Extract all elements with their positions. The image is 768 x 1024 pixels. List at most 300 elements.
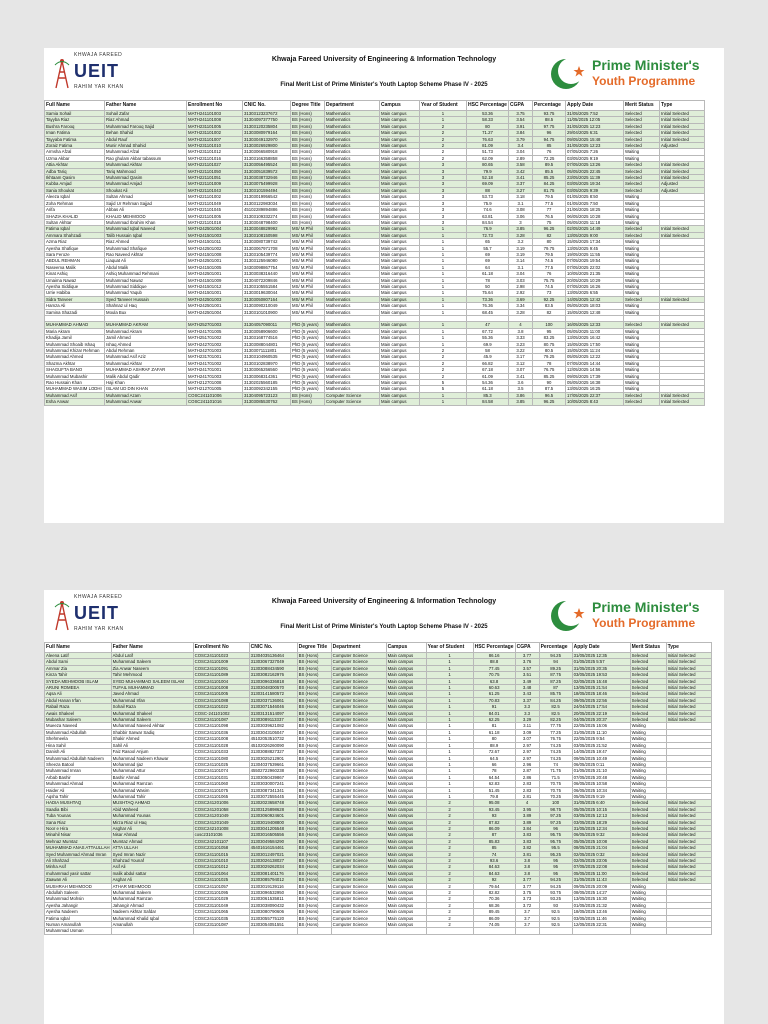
table-cell: MUHAMMAD AKRAM bbox=[105, 322, 187, 328]
table-cell: 2 bbox=[426, 864, 473, 870]
table-cell: 3.18 bbox=[509, 194, 533, 200]
table-cell: Muhammad Ahmad bbox=[45, 781, 112, 787]
table-cell: 77.5 bbox=[533, 200, 566, 206]
table-cell: Selected bbox=[630, 691, 666, 697]
table-cell: Mathematics bbox=[325, 232, 380, 238]
table-cell: BS (Hons) bbox=[297, 736, 331, 742]
merit-list-title: Final Merit List of Prime Minister's Youth Laptop Scheme Phase IV - 2025 bbox=[280, 624, 488, 630]
table-cell: Selected bbox=[624, 162, 660, 168]
table-cell: Selected bbox=[624, 143, 660, 149]
table-cell: 2.87 bbox=[515, 768, 539, 774]
table-cell: 84.25 bbox=[539, 697, 572, 703]
table-cell: Muhammad Irfan bbox=[111, 697, 193, 703]
table-cell: Waiting bbox=[630, 729, 666, 735]
table-cell: 80.75 bbox=[533, 341, 566, 347]
pm-logo-line2: Youth Programme bbox=[592, 616, 696, 630]
table-cell: MATH221101050 bbox=[187, 168, 243, 174]
column-header: CGPA bbox=[509, 101, 533, 111]
table-cell: 58.33 bbox=[467, 117, 509, 123]
table-cell: 73 bbox=[533, 290, 566, 296]
table-cell: 64 bbox=[467, 264, 509, 270]
table-cell: 03/05/2025 9:39 bbox=[566, 187, 624, 193]
table-cell: Computer Science bbox=[331, 749, 386, 755]
table-cell: MATH242701003 bbox=[187, 348, 243, 354]
table-cell: Selected bbox=[624, 232, 660, 238]
table-cell: Waiting bbox=[630, 774, 666, 780]
table-cell: 3.86 bbox=[509, 392, 533, 398]
table-cell: 13/05/2025 16:42 bbox=[566, 335, 624, 341]
table-cell: BS (Hons) bbox=[297, 704, 331, 710]
table-cell: Initial Selected bbox=[666, 685, 711, 691]
table-cell: Mathematics bbox=[325, 251, 380, 257]
table-cell: Initial Selected bbox=[666, 691, 711, 697]
table-cell: 1 bbox=[420, 264, 467, 270]
table-cell: 3 bbox=[420, 219, 467, 225]
table-cell: 87 bbox=[473, 832, 515, 838]
table-cell: Waiting bbox=[630, 787, 666, 793]
table-cell: 31303049132970 bbox=[243, 136, 291, 142]
table-cell: Sahil Ali bbox=[111, 742, 193, 748]
table-cell: Mathematics bbox=[325, 303, 380, 309]
table-cell: PhD (5 years) bbox=[291, 348, 325, 354]
table-cell: 1 bbox=[426, 723, 473, 729]
table-cell: 1 bbox=[426, 678, 473, 684]
table-cell: Waiting bbox=[624, 271, 660, 277]
table-cell: Computer Science bbox=[331, 691, 386, 697]
table-cell: COSC241101057 bbox=[193, 883, 249, 889]
table-cell: 70.83 bbox=[473, 697, 515, 703]
table-cell: 02/05/2025 0:32 bbox=[572, 851, 630, 857]
table-cell: 96 bbox=[533, 130, 566, 136]
table-cell: BS (Hons) bbox=[297, 697, 331, 703]
table-cell: 54.36 bbox=[467, 380, 509, 386]
table-cell: Computer Science bbox=[331, 710, 386, 716]
table-cell: COSC241101065 bbox=[193, 909, 249, 915]
table-cell: COSC241101098 bbox=[193, 723, 249, 729]
table-cell: Main campus bbox=[380, 296, 420, 302]
table-cell: Muhammad Ramzan bbox=[111, 896, 193, 902]
table-cell: 93.75 bbox=[533, 111, 566, 117]
table-cell: 95.75 bbox=[539, 838, 572, 844]
table-cell: MATH241701003 bbox=[187, 373, 243, 379]
merit-list-page-1 bbox=[44, 48, 724, 523]
table-cell: 52.18 bbox=[467, 175, 509, 181]
table-cell: 31303125898628 bbox=[249, 806, 297, 812]
table-cell: MATH241501005 bbox=[187, 264, 243, 270]
table-cell: 70.75 bbox=[473, 672, 515, 678]
table-cell: Selected bbox=[630, 697, 666, 703]
table-cell: 04/05/2025 20:37 bbox=[572, 717, 630, 723]
table-cell: 09/05/2025 15:48 bbox=[566, 136, 624, 142]
table-cell: Waiting bbox=[624, 239, 660, 245]
table-cell: 70.36 bbox=[473, 896, 515, 902]
table-cell: 1 bbox=[420, 258, 467, 264]
table-cell: Abid Waheed bbox=[111, 806, 193, 812]
column-header: CNIC No. bbox=[249, 643, 297, 653]
table-cell: Initial Selected bbox=[666, 806, 711, 812]
table-cell: Shakir Ahmed bbox=[111, 736, 193, 742]
table-cell: Mathematics bbox=[325, 194, 380, 200]
table-cell: Main campus bbox=[380, 149, 420, 155]
table-cell: Waiting bbox=[624, 380, 660, 386]
table-cell: BS (Hons) bbox=[297, 915, 331, 921]
ueit-logo-top: KHWAJA FAREED bbox=[74, 594, 123, 600]
table-cell: Muhammad Farooq Sajid bbox=[105, 123, 187, 129]
table-cell: 95 bbox=[539, 870, 572, 876]
table-cell: MS/ M.Phil bbox=[291, 309, 325, 315]
table-cell: Main campus bbox=[386, 806, 426, 812]
table-cell: Mathematics bbox=[325, 264, 380, 270]
table-cell: Computer Science bbox=[331, 755, 386, 761]
table-cell: Nadeem Akhtar Safdar bbox=[111, 909, 193, 915]
table-cell: 92.5 bbox=[539, 909, 572, 915]
table-cell: 3.5 bbox=[509, 386, 533, 392]
table-cell: 31303096336818 bbox=[249, 678, 297, 684]
table-cell: COSC241101008 bbox=[193, 685, 249, 691]
table-cell: BS (Hons) bbox=[297, 909, 331, 915]
table-cell: 3.33 bbox=[509, 335, 533, 341]
table-cell: Main campus bbox=[386, 755, 426, 761]
table-cell: MATH241501012 bbox=[187, 283, 243, 289]
table-cell: Computer Science bbox=[331, 697, 386, 703]
table-cell: Main campus bbox=[386, 896, 426, 902]
table-cell: 07/05/2025 22:02 bbox=[566, 264, 624, 270]
table-cell: Main campus bbox=[386, 678, 426, 684]
table-cell: 2 bbox=[426, 909, 473, 915]
table-cell: Arifa bbox=[45, 207, 105, 213]
table-cell: 31302037136061 bbox=[249, 697, 297, 703]
table-cell: Abdul Rehman bbox=[105, 348, 187, 354]
table-cell: COSC231101087 bbox=[193, 922, 249, 928]
column-header: Percentage bbox=[539, 643, 572, 653]
table-cell: 31303019139116 bbox=[249, 883, 297, 889]
table-cell: 94 bbox=[539, 659, 572, 665]
table-cell: 3.09 bbox=[515, 729, 539, 735]
table-cell: Waiting bbox=[630, 915, 666, 921]
table-cell: 13/05/2025 9:00 bbox=[566, 232, 624, 238]
table-cell: Azma Riaz bbox=[45, 239, 105, 245]
table-cell: ATTA ULLAH bbox=[111, 845, 193, 851]
table-cell: Waiting bbox=[630, 723, 666, 729]
table-cell: Selected bbox=[624, 130, 660, 136]
table-cell: Computer Science bbox=[331, 793, 386, 799]
table-cell: BS (Hons) bbox=[297, 877, 331, 883]
merit-list-title: Final Merit List of Prime Minister's Youth Laptop Scheme Phase IV - 2025 bbox=[280, 82, 488, 88]
table-cell: 31303082162976 bbox=[249, 672, 297, 678]
table-cell bbox=[386, 928, 426, 934]
table-cell: Main campus bbox=[386, 838, 426, 844]
table-cell: COSC241101028 bbox=[193, 742, 249, 748]
table-cell: 05/05/2025 11:00 bbox=[572, 870, 630, 876]
table-cell: COSC231101058 bbox=[193, 845, 249, 851]
table-cell: Sultan Ahmad bbox=[105, 194, 187, 200]
table-cell: Moula Bux bbox=[105, 309, 187, 315]
table-cell: 92.5 bbox=[539, 915, 572, 921]
table-cell: 83.5 bbox=[533, 303, 566, 309]
table-cell: Mehnaz Mumtaz bbox=[45, 838, 112, 844]
table-cell: BS (Hons) bbox=[291, 219, 325, 225]
table-cell: 97.25 bbox=[539, 819, 572, 825]
ueit-logo-bottom: RAHIM YAR KHAN bbox=[74, 84, 124, 90]
table-cell: MATH231101012 bbox=[187, 149, 243, 155]
table-cell: 29/04/2025 6:31 bbox=[566, 130, 624, 136]
table-cell: COSC231101095 bbox=[193, 890, 249, 896]
table-cell: 74.25 bbox=[539, 755, 572, 761]
table-cell: Main campus bbox=[380, 271, 420, 277]
table-cell: 31304035136464 bbox=[249, 653, 297, 659]
column-header: Degree Title bbox=[291, 101, 325, 111]
table-cell: Selected bbox=[624, 226, 660, 232]
table-cell: Muhammad Akhtar bbox=[105, 360, 187, 366]
table-cell: COSC241201006 bbox=[193, 800, 249, 806]
table-cell: Main campus bbox=[380, 277, 420, 283]
table-cell: Selected bbox=[624, 175, 660, 181]
table-cell: Main campus bbox=[386, 742, 426, 748]
table-cell: Main campus bbox=[380, 232, 420, 238]
table-cell: Initial Selected bbox=[660, 130, 705, 136]
table-cell: 05/05/2025 12:22 bbox=[566, 354, 624, 360]
table-cell: Mathematics bbox=[325, 155, 380, 161]
table-cell: 1 bbox=[426, 653, 473, 659]
table-cell: 31303080979164 bbox=[243, 130, 291, 136]
table-cell: Waiting bbox=[630, 768, 666, 774]
table-cell: Syed Imran Nazir bbox=[111, 851, 193, 857]
table-cell: HADIA MUSHTAQ bbox=[45, 800, 112, 806]
table-cell: 31303080739742 bbox=[243, 239, 291, 245]
table-cell: Muhammad Nadeem Khawar bbox=[111, 755, 193, 761]
table-cell: Tayyba Riaz bbox=[45, 117, 105, 123]
table-cell: 31303050439867 bbox=[249, 774, 297, 780]
table-cell: Sana Riaz bbox=[45, 819, 112, 825]
table-cell: 1 bbox=[420, 290, 467, 296]
table-cell: MS/ M.Phil bbox=[291, 232, 325, 238]
table-cell: Malik Abdul Qadir bbox=[105, 373, 187, 379]
table-cell: Mirza Riaz ul Haq bbox=[111, 819, 193, 825]
table-cell: 69 bbox=[467, 251, 509, 257]
table-cell: Mathematics bbox=[325, 354, 380, 360]
table-cell: Adba Tariq bbox=[45, 168, 105, 174]
table-cell: 3.34 bbox=[509, 303, 533, 309]
table-cell: Selected bbox=[624, 123, 660, 129]
table-cell: 3.51 bbox=[515, 672, 539, 678]
table-cell: 95.5 bbox=[539, 845, 572, 851]
table-cell: Initial Selected bbox=[666, 710, 711, 716]
table-cell: MS/ M.Phil bbox=[291, 264, 325, 270]
table-cell: Uzma Akbar bbox=[45, 155, 105, 161]
table-cell: 68.45 bbox=[467, 309, 509, 315]
table-cell: Selected bbox=[630, 653, 666, 659]
table-cell: muhammad yasir sattar bbox=[45, 870, 112, 876]
table-cell: 3.4 bbox=[509, 143, 533, 149]
table-cell: MATH212701008 bbox=[187, 380, 243, 386]
table-cell: 2 bbox=[426, 845, 473, 851]
table-cell: Mathematics bbox=[325, 181, 380, 187]
table-cell: Mathematics bbox=[325, 207, 380, 213]
column-header: Full Name bbox=[45, 101, 105, 111]
table-cell: 31/05/2025 12:35 bbox=[572, 653, 630, 659]
table-cell: Main campus bbox=[380, 322, 420, 328]
table-cell bbox=[473, 928, 515, 934]
table-cell bbox=[572, 928, 630, 934]
table-cell: 31303087341341 bbox=[249, 787, 297, 793]
table-cell: 76.9 bbox=[467, 226, 509, 232]
table-cell: Initial Selected bbox=[660, 117, 705, 123]
table-cell: 62.09 bbox=[467, 155, 509, 161]
table-cell: COSC241101064 bbox=[193, 870, 249, 876]
table-cell: 82 bbox=[533, 309, 566, 315]
table-cell: Iman Fatima bbox=[45, 130, 105, 136]
table-cell: 3.77 bbox=[515, 653, 539, 659]
table-cell: 58 bbox=[467, 348, 509, 354]
table-cell: 3 bbox=[420, 168, 467, 174]
table-cell: 85 bbox=[533, 143, 566, 149]
table-cell: BS (Hons) bbox=[291, 117, 325, 123]
table-cell: Ishaq Ahmed bbox=[105, 341, 187, 347]
table-cell: Waiting bbox=[630, 896, 666, 902]
table-cell: 31303043105047 bbox=[249, 729, 297, 735]
table-cell: Main campus bbox=[380, 130, 420, 136]
table-cell: COSC241101009 bbox=[193, 659, 249, 665]
table-cell: BS (Hons) bbox=[291, 175, 325, 181]
table-cell: 93.25 bbox=[539, 896, 572, 902]
table-cell: Selected bbox=[630, 800, 666, 806]
table-cell: 74.25 bbox=[539, 742, 572, 748]
column-header: CNIC No. bbox=[243, 101, 291, 111]
table-cell: 2 bbox=[426, 832, 473, 838]
table-cell: 23/05/2025 11:39 bbox=[566, 175, 624, 181]
table-cell: BS (Hons) bbox=[291, 399, 325, 405]
table-cell: Initial Selected bbox=[666, 697, 711, 703]
table-cell: Mathematics bbox=[325, 175, 380, 181]
table-cell: Computer Science bbox=[331, 723, 386, 729]
table-cell: Waiting bbox=[624, 309, 660, 315]
table-cell: 87.75 bbox=[539, 672, 572, 678]
column-header: Father Name bbox=[111, 643, 193, 653]
table-cell: Selected bbox=[630, 877, 666, 883]
table-cell: 31/05/2025 12:23 bbox=[566, 143, 624, 149]
table-cell: 77 bbox=[533, 207, 566, 213]
table-cell: Main campus bbox=[380, 245, 420, 251]
table-cell: MATH251701002 bbox=[187, 335, 243, 341]
table-cell: 31303030007241 bbox=[249, 781, 297, 787]
table-cell: BS (Hons) bbox=[297, 902, 331, 908]
column-header: Department bbox=[325, 101, 380, 111]
table-cell: 75 bbox=[533, 219, 566, 225]
table-cell: Computer Science bbox=[331, 806, 386, 812]
table-cell: Muhammad Akhtar bbox=[105, 162, 187, 168]
table-cell: 81.09 bbox=[467, 143, 509, 149]
table-cell: BS (Hons) bbox=[297, 890, 331, 896]
table-cell: Waiting bbox=[624, 360, 660, 366]
table-cell: Computer Science bbox=[331, 659, 386, 665]
table-cell: 2 bbox=[426, 902, 473, 908]
table-cell: Fatima Iqbal bbox=[45, 915, 112, 921]
table-cell: BS (Hons) bbox=[291, 187, 325, 193]
table-cell: 13/05/2025 21:54 bbox=[572, 685, 630, 691]
table-cell: MATH221101045 bbox=[187, 207, 243, 213]
table-cell: 31303122983034 bbox=[243, 200, 291, 206]
table-cell: 3.75 bbox=[509, 111, 533, 117]
table-cell: MATH221101049 bbox=[187, 200, 243, 206]
table-cell: 80 bbox=[473, 736, 515, 742]
table-cell: 31303105551584 bbox=[243, 283, 291, 289]
table-cell: 79.75 bbox=[533, 245, 566, 251]
column-header: Campus bbox=[380, 101, 420, 111]
table-cell: Mathematics bbox=[325, 341, 380, 347]
table-cell: 70.75 bbox=[539, 781, 572, 787]
table-cell: Waiting bbox=[630, 781, 666, 787]
table-cell: 1 bbox=[426, 659, 473, 665]
table-cell: Computer Science bbox=[331, 768, 386, 774]
table-cell: 70.75 bbox=[539, 787, 572, 793]
table-cell: Muhammad Younas bbox=[111, 813, 193, 819]
table-cell: Muhammad Saleem bbox=[111, 659, 193, 665]
table-cell: Computer Science bbox=[331, 717, 386, 723]
table-cell: Waiting bbox=[630, 742, 666, 748]
table-cell: 61.25 bbox=[473, 691, 515, 697]
table-cell: Muhammad Yaqub bbox=[105, 290, 187, 296]
table-cell: 3.1 bbox=[509, 264, 533, 270]
table-cell: Initial Selected bbox=[660, 232, 705, 238]
table-cell: 31/05/2025 7:52 bbox=[566, 111, 624, 117]
table-cell: 31303102838970 bbox=[243, 360, 291, 366]
table-cell: 51.45 bbox=[473, 787, 515, 793]
table-cell: BS (Hons) bbox=[291, 123, 325, 129]
table-cell: 07/05/2025 20:48 bbox=[572, 774, 630, 780]
table-cell: 31303088827327 bbox=[249, 749, 297, 755]
table-cell: Waiting bbox=[624, 367, 660, 373]
table-cell: 34303098867754 bbox=[243, 264, 291, 270]
table-cell: 84.63 bbox=[473, 870, 515, 876]
table-cell: Initial Selected bbox=[666, 704, 711, 710]
table-cell: 3.06 bbox=[509, 213, 533, 219]
table-cell: 3.3 bbox=[515, 704, 539, 710]
table-cell: 31303048300570 bbox=[249, 685, 297, 691]
table-cell: 03/05/2025 11:46 bbox=[572, 915, 630, 921]
table-cell: 06/05/2025 10:34 bbox=[572, 787, 630, 793]
table-cell: 1 bbox=[426, 774, 473, 780]
table-cell: Selected bbox=[630, 858, 666, 864]
table-cell: 03/05/2025 19:53 bbox=[572, 672, 630, 678]
table-cell: Abdul Rauf bbox=[105, 136, 187, 142]
table-cell: 20/05/2025 10:29 bbox=[566, 277, 624, 283]
table-cell: MS/ M.Phil bbox=[291, 251, 325, 257]
table-cell: 3 bbox=[420, 213, 467, 219]
table-cell: Abdul Hanan Irfan bbox=[45, 697, 112, 703]
table-cell: Main campus bbox=[380, 200, 420, 206]
table-cell: Waiting bbox=[630, 902, 666, 908]
table-cell: Sultan Akhtar bbox=[45, 219, 105, 225]
table-cell: 67.72 bbox=[467, 328, 509, 334]
table-cell: Main campus bbox=[380, 123, 420, 129]
table-cell: SYED MUHAMMAD SALEEM ISLAM bbox=[111, 678, 193, 684]
table-cell: Abdul Malik bbox=[105, 264, 187, 270]
table-cell: Waiting bbox=[624, 303, 660, 309]
table-cell: Selected bbox=[624, 322, 660, 328]
table-cell: Main campus bbox=[386, 774, 426, 780]
table-cell: 31303012497021 bbox=[249, 851, 297, 857]
table-cell: 100 bbox=[539, 800, 572, 806]
table-cell: ARUNI ROMEEA bbox=[45, 685, 112, 691]
table-cell: Initial Selected bbox=[660, 226, 705, 232]
table-cell: COSC241201049 bbox=[193, 819, 249, 825]
table-cell: 84.01 bbox=[473, 710, 515, 716]
table-cell: Main campus bbox=[380, 392, 420, 398]
table-cell: Main campus bbox=[386, 800, 426, 806]
table-cell: Waiting bbox=[630, 755, 666, 761]
table-cell: MS/ M.Phil bbox=[291, 277, 325, 283]
table-cell: BS (Hons) bbox=[297, 774, 331, 780]
